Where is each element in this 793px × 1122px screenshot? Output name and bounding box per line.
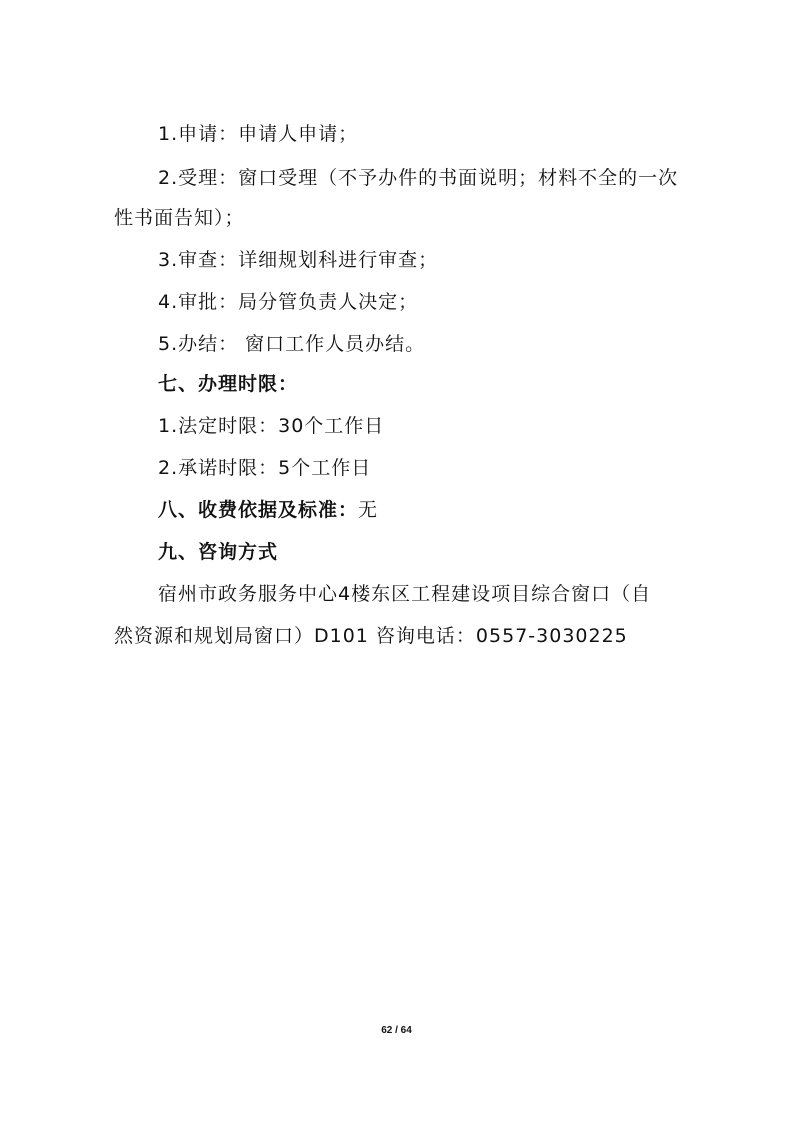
step-apply: 1.申请：申请人申请； [158,123,359,145]
step-review: 3.审查：详细规划科进行审查； [158,249,439,271]
step-approve: 4.审批：局分管负责人决定； [158,291,419,313]
step-accept: 2.受理：窗口受理（不予办件的书面说明；材料不全的一次 [158,167,679,189]
step-accept-continued: 性书面告知）； [114,207,245,229]
section-7-heading: 七、办理时限： [158,373,299,395]
fee-value: 无 [358,499,379,521]
page-number: 62 / 64 [381,1025,412,1036]
promised-time-limit: 2.承诺时限：5个工作日 [158,457,372,479]
section-8-row [158,498,378,522]
section-8-heading: 八、收费依据及标准： [158,499,359,521]
consultation-line-1: 宿州市政务服务中心4楼东区工程建设项目综合窗口（自 [158,583,652,605]
legal-time-limit: 1.法定时限：30个工作日 [158,415,385,437]
step-complete: 5.办结： 窗口工作人员办结。 [158,333,426,355]
section-9-heading: 九、咨询方式 [158,541,279,563]
consultation-line-2: 然资源和规划局窗口）D101 咨询电话：0557-3030225 [114,625,628,647]
